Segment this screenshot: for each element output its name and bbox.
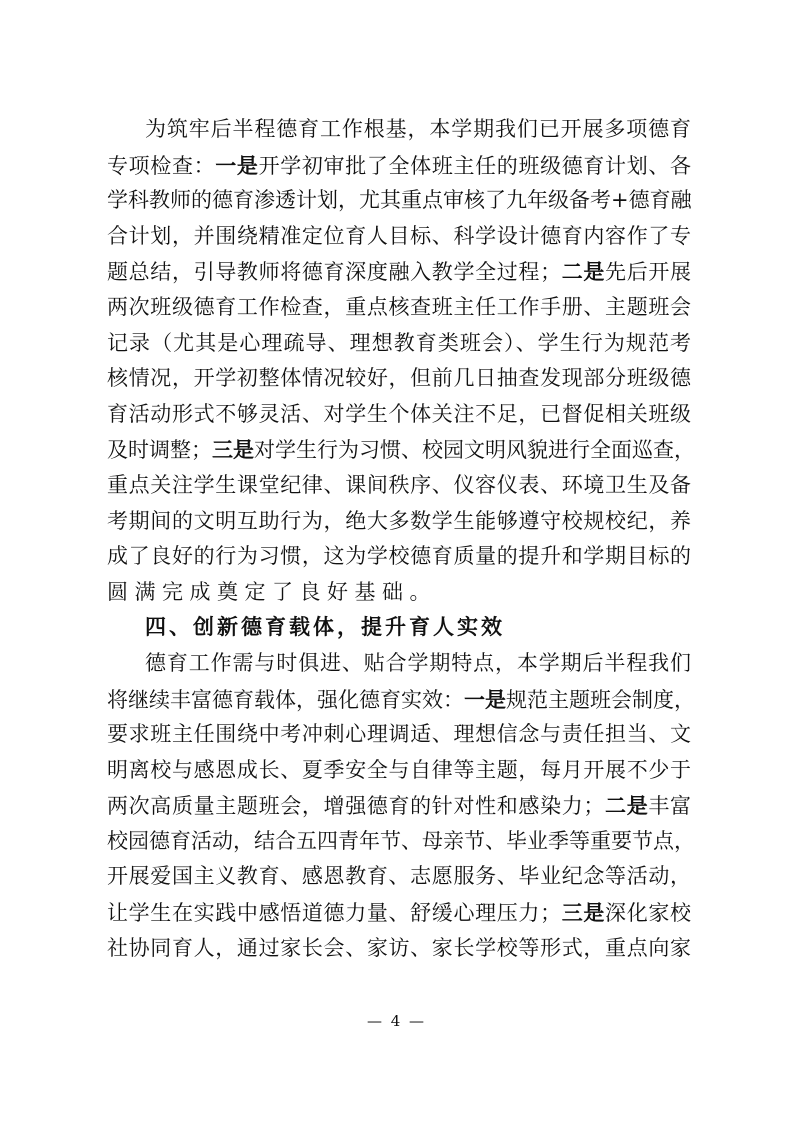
section-heading	[107, 610, 691, 646]
text-segment: 合计划，并围绕精准定位育人目标、科学设计德育内容作了专	[107, 223, 691, 248]
text-line	[107, 539, 691, 575]
text-line	[107, 859, 691, 895]
text-segment: 开学初审批了全体班主任的班级德育计划、各	[258, 153, 692, 178]
text-line	[107, 290, 691, 326]
bold-marker: 二是	[561, 259, 606, 285]
text-segment: 明离校与感恩成长、夏季安全与自律等主题，每月开展不少于	[107, 757, 691, 782]
bold-marker: 一是	[464, 686, 506, 712]
text-line	[107, 468, 691, 504]
text-line	[107, 112, 691, 148]
text-segment: 丰富	[648, 794, 692, 819]
text-segment: 社协同育人，通过家长会、家访、家长学校等形式，重点向家	[107, 935, 691, 960]
text-segment: 对学生行为习惯、校园文明风貌进行全面巡查，	[254, 438, 695, 463]
bold-marker: 三是	[561, 900, 606, 926]
text-line	[107, 646, 691, 682]
text-segment: 考期间的文明互助行为，绝大多数学生能够遵守校规校纪，养	[107, 508, 691, 533]
page-number: — 4 —	[366, 1012, 427, 1030]
text-line	[107, 397, 691, 433]
text-segment: 深化家校	[605, 901, 692, 926]
text-segment: 要求班主任围绕中考冲刺心理调适、理想信念与责任担当、文	[107, 722, 691, 747]
text-segment: 两次班级德育工作检查，重点核查班主任工作手册、主题班会	[107, 294, 691, 319]
text-segment: 学科教师的德育渗透计划，尤其重点审核了九年级备考+德育融	[107, 188, 692, 213]
text-line	[107, 219, 691, 255]
text-segment: 育活动形式不够灵活、对学生个体关注不足，已督促相关班级	[107, 401, 691, 426]
text-segment: 及时调整；	[107, 438, 212, 463]
text-segment: 校园德育活动，结合五四青年节、母亲节、毕业季等重要节点，	[107, 828, 695, 853]
text-line	[107, 682, 695, 718]
bold-marker: 三是	[212, 437, 254, 463]
text-line	[107, 432, 695, 468]
text-line	[107, 575, 691, 611]
text-segment: 重点关注学生课堂纪律、课间秩序、仪容仪表、环境卫生及备	[107, 472, 691, 497]
text-segment: 两次高质量主题班会，增强德育的针对性和感染力；	[107, 794, 605, 819]
bold-marker: 一是	[215, 152, 259, 178]
text-segment: 四、创新德育载体，提升育人实效	[145, 615, 505, 640]
text-line	[107, 326, 691, 362]
text-segment: 将继续丰富德育载体，强化德育实效：	[107, 687, 464, 712]
text-line	[107, 361, 691, 397]
text-line	[107, 788, 691, 824]
text-segment: 先后开展	[605, 260, 692, 285]
text-segment: 规范主题班会制度，	[506, 687, 695, 712]
text-segment: 德育工作需与时俱进、贴合学期特点，本学期后半程我们	[145, 650, 691, 675]
text-line	[107, 183, 691, 219]
text-segment: 开展爱国主义教育、感恩教育、志愿服务、毕业纪念等活动，	[107, 864, 691, 889]
text-segment: 圆满完成奠定了良好基础。	[107, 579, 437, 604]
bold-marker: 二是	[604, 793, 649, 819]
text-line	[107, 148, 691, 184]
text-line	[107, 931, 691, 967]
text-segment: 为筑牢后半程德育工作根基，本学期我们已开展多项德育	[145, 117, 691, 141]
text-segment: 核情况，开学初整体情况较好，但前几日抽查发现部分班级德	[107, 366, 691, 391]
text-line	[107, 504, 691, 540]
text-segment: 记录（尤其是心理疏导、理想教育类班会）、学生行为规范考	[107, 330, 691, 355]
text-line	[107, 254, 691, 290]
text-segment: 专项检查：	[107, 153, 216, 178]
document-body	[107, 112, 695, 966]
text-segment: 成了良好的行为习惯，这为学校德育质量的提升和学期目标的	[107, 544, 691, 569]
text-segment: 让学生在实践中感悟道德力量、舒缓心理压力；	[107, 901, 562, 926]
text-segment: 题总结，引导教师将德育深度融入教学全过程；	[107, 260, 562, 285]
text-line	[107, 717, 691, 753]
text-line	[107, 753, 691, 789]
text-line	[107, 895, 691, 931]
text-line	[107, 824, 695, 860]
